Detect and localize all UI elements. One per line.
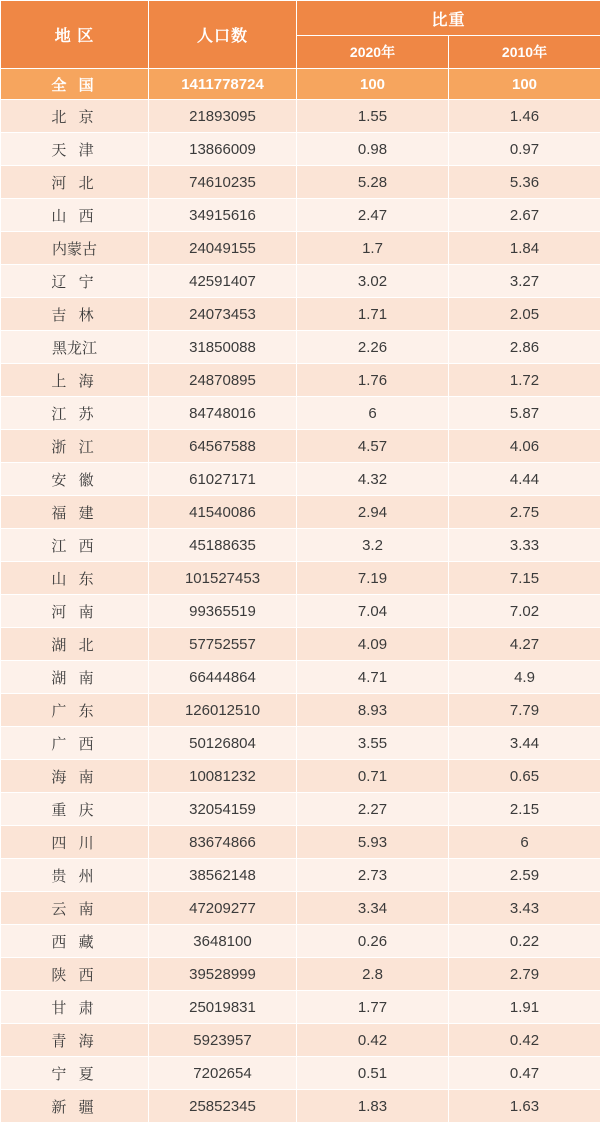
cell-population: 25019831 [149,991,297,1024]
cell-region: 广 东 [1,694,149,727]
cell-population: 34915616 [149,199,297,232]
cell-share-2020: 7.19 [297,562,449,595]
cell-share-2010: 3.33 [449,529,600,562]
table-row [1,496,600,529]
cell-share-2010: 5.87 [449,397,600,430]
header-share: 比重 [297,1,600,36]
cell-share-2020: 1.76 [297,364,449,397]
cell-share-2010: 1.72 [449,364,600,397]
cell-region: 青 海 [1,1024,149,1057]
cell-share-2020: 4.71 [297,661,449,694]
cell-population: 84748016 [149,397,297,430]
table-row [1,1057,600,1090]
cell-share-2010: 0.97 [449,133,600,166]
cell-share-2010: 0.42 [449,1024,600,1057]
cell-share-2010: 2.15 [449,793,600,826]
cell-region: 重 庆 [1,793,149,826]
cell-population: 66444864 [149,661,297,694]
cell-region: 湖 北 [1,628,149,661]
cell-population: 5923957 [149,1024,297,1057]
cell-share-2020: 4.32 [297,463,449,496]
cell-share-2010: 2.67 [449,199,600,232]
cell-share-2010: 0.22 [449,925,600,958]
cell-share-2020: 2.8 [297,958,449,991]
cell-share-2010: 2.75 [449,496,600,529]
cell-share-2020: 0.71 [297,760,449,793]
table-row [1,826,600,859]
cell-population: 50126804 [149,727,297,760]
cell-share-2020: 5.93 [297,826,449,859]
cell-share-2020: 1.77 [297,991,449,1024]
cell-share-2010: 7.79 [449,694,600,727]
cell-share-2010: 1.63 [449,1090,600,1123]
cell-population: 24073453 [149,298,297,331]
header-year-2020: 2020年 [297,36,449,69]
table-row [1,727,600,760]
cell-share-2020: 2.73 [297,859,449,892]
cell-region: 河 北 [1,166,149,199]
cell-population: 39528999 [149,958,297,991]
cell-share-2020: 8.93 [297,694,449,727]
cell-share-2020: 3.02 [297,265,449,298]
cell-region: 北 京 [1,100,149,133]
table-row [1,793,600,826]
cell-share-2020: 6 [297,397,449,430]
cell-share-2020: 5.28 [297,166,449,199]
table-row-total [1,69,600,100]
cell-population: 32054159 [149,793,297,826]
table-row [1,562,600,595]
cell-share-2010: 2.79 [449,958,600,991]
table-row [1,1090,600,1123]
table-row [1,958,600,991]
cell-share-2010: 1.91 [449,991,600,1024]
cell-region: 黑龙江 [1,331,149,364]
cell-population: 83674866 [149,826,297,859]
cell-region: 安 徽 [1,463,149,496]
cell-share-2010: 6 [449,826,600,859]
cell-region: 河 南 [1,595,149,628]
cell-share-2020: 3.2 [297,529,449,562]
total-population-value: 1411778724 [149,69,297,100]
cell-share-2020: 2.94 [297,496,449,529]
cell-share-2020: 2.27 [297,793,449,826]
cell-share-2010: 4.44 [449,463,600,496]
cell-population: 10081232 [149,760,297,793]
cell-share-2010: 2.05 [449,298,600,331]
cell-share-2020: 2.47 [297,199,449,232]
cell-region: 山 西 [1,199,149,232]
cell-share-2010: 3.27 [449,265,600,298]
total-region-label: 全 国 [1,69,149,100]
table-row [1,199,600,232]
cell-share-2020: 0.26 [297,925,449,958]
table-row [1,364,600,397]
table-row [1,430,600,463]
cell-population: 24870895 [149,364,297,397]
total-share-2010: 100 [449,69,600,100]
cell-population: 57752557 [149,628,297,661]
cell-region: 江 苏 [1,397,149,430]
cell-population: 7202654 [149,1057,297,1090]
cell-share-2020: 1.71 [297,298,449,331]
table-row [1,265,600,298]
table-row [1,133,600,166]
cell-population: 31850088 [149,331,297,364]
cell-region: 江 西 [1,529,149,562]
cell-population: 38562148 [149,859,297,892]
cell-region: 陕 西 [1,958,149,991]
table-header [1,1,600,69]
table-row [1,991,600,1024]
cell-region: 浙 江 [1,430,149,463]
cell-population: 13866009 [149,133,297,166]
cell-region: 上 海 [1,364,149,397]
cell-share-2020: 0.42 [297,1024,449,1057]
cell-share-2010: 4.27 [449,628,600,661]
cell-population: 45188635 [149,529,297,562]
table-row [1,595,600,628]
cell-region: 新 疆 [1,1090,149,1123]
table-row [1,232,600,265]
cell-share-2010: 1.84 [449,232,600,265]
cell-share-2020: 3.55 [297,727,449,760]
header-population: 人口数 [149,1,297,69]
cell-region: 宁 夏 [1,1057,149,1090]
header-region: 地 区 [1,1,149,69]
table-row [1,529,600,562]
cell-population: 47209277 [149,892,297,925]
cell-share-2020: 3.34 [297,892,449,925]
cell-region: 湖 南 [1,661,149,694]
cell-share-2010: 7.02 [449,595,600,628]
cell-population: 3648100 [149,925,297,958]
table-row [1,892,600,925]
cell-region: 西 藏 [1,925,149,958]
table-row [1,661,600,694]
table-row [1,331,600,364]
table-row [1,760,600,793]
cell-region: 四 川 [1,826,149,859]
table-row [1,1024,600,1057]
cell-share-2020: 7.04 [297,595,449,628]
cell-population: 61027171 [149,463,297,496]
cell-region: 云 南 [1,892,149,925]
cell-region: 福 建 [1,496,149,529]
table-row [1,397,600,430]
cell-region: 海 南 [1,760,149,793]
cell-region: 山 东 [1,562,149,595]
cell-share-2010: 5.36 [449,166,600,199]
table-row [1,463,600,496]
cell-share-2010: 1.46 [449,100,600,133]
cell-share-2010: 3.44 [449,727,600,760]
cell-share-2020: 1.55 [297,100,449,133]
cell-share-2020: 0.51 [297,1057,449,1090]
cell-share-2010: 2.86 [449,331,600,364]
cell-population: 41540086 [149,496,297,529]
table-row [1,859,600,892]
table-row [1,694,600,727]
cell-region: 天 津 [1,133,149,166]
cell-share-2010: 0.47 [449,1057,600,1090]
header-year-2010: 2010年 [449,36,600,69]
cell-population: 101527453 [149,562,297,595]
cell-share-2020: 0.98 [297,133,449,166]
cell-population: 24049155 [149,232,297,265]
cell-population: 25852345 [149,1090,297,1123]
cell-population: 99365519 [149,595,297,628]
table-row [1,298,600,331]
header-row-primary [1,1,600,36]
cell-population: 21893095 [149,100,297,133]
table-row [1,166,600,199]
cell-region: 贵 州 [1,859,149,892]
cell-share-2010: 4.9 [449,661,600,694]
cell-share-2020: 4.09 [297,628,449,661]
total-share-2020: 100 [297,69,449,100]
cell-share-2010: 7.15 [449,562,600,595]
cell-share-2020: 2.26 [297,331,449,364]
cell-region: 辽 宁 [1,265,149,298]
cell-share-2020: 1.7 [297,232,449,265]
table-row [1,925,600,958]
cell-population: 126012510 [149,694,297,727]
cell-share-2010: 4.06 [449,430,600,463]
cell-population: 74610235 [149,166,297,199]
cell-share-2010: 3.43 [449,892,600,925]
cell-region: 甘 肃 [1,991,149,1024]
table-body [1,69,600,1123]
cell-share-2010: 0.65 [449,760,600,793]
cell-share-2020: 4.57 [297,430,449,463]
cell-population: 42591407 [149,265,297,298]
table-row [1,100,600,133]
cell-region: 广 西 [1,727,149,760]
cell-share-2010: 2.59 [449,859,600,892]
table-row [1,628,600,661]
cell-region: 吉 林 [1,298,149,331]
cell-population: 64567588 [149,430,297,463]
cell-share-2020: 1.83 [297,1090,449,1123]
cell-region: 内蒙古 [1,232,149,265]
